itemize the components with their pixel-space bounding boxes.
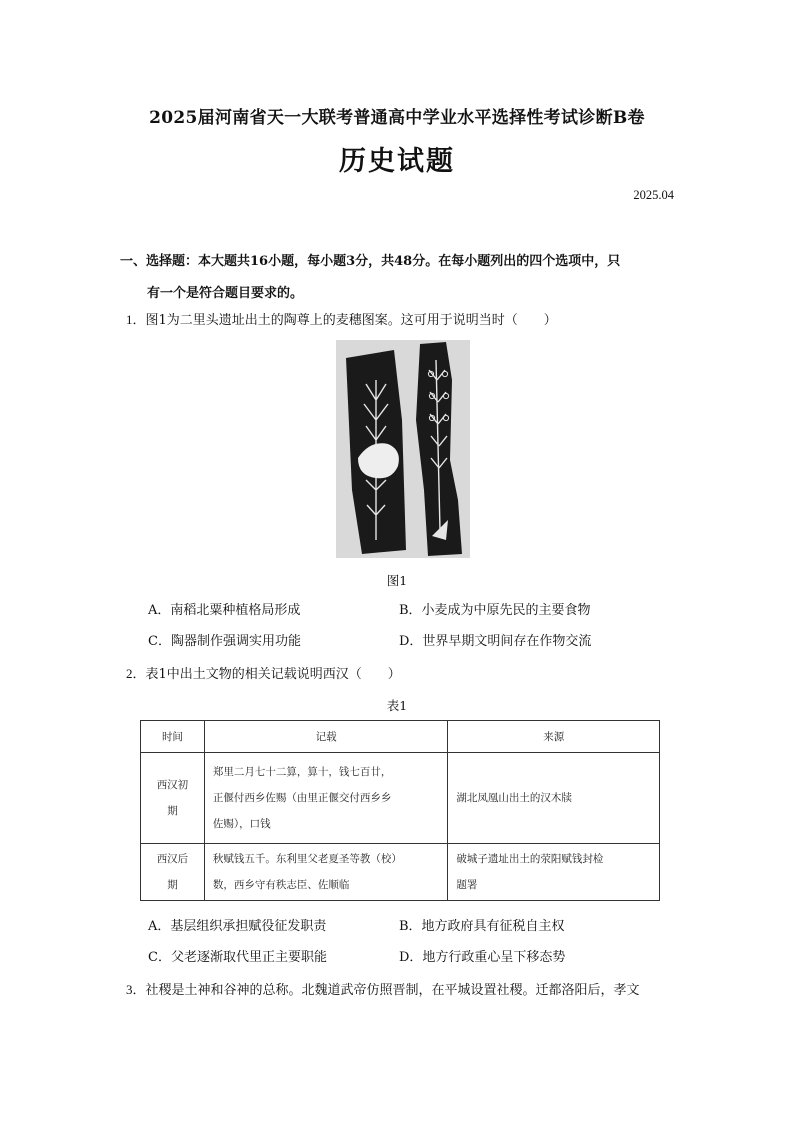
table-cell-time [141, 844, 205, 901]
exam-date: 2025.04 [633, 188, 674, 202]
cell-line: 西汉后 [156, 853, 189, 865]
table-1 [140, 720, 660, 901]
cell-line: 期 [167, 805, 178, 817]
section-heading-line1: 一、选择题：本大题共16小题，每小题3分，共48分。在每小题列出的四个选项中，只 [120, 254, 621, 269]
cell-line: 期 [167, 879, 178, 891]
table-header-record: 记载 [204, 721, 448, 753]
question-3-number: 3． [126, 982, 146, 997]
q1-option-d[interactable]: D．世界早期文明间存在作物交流 [399, 634, 592, 649]
question-1-stem [126, 310, 686, 331]
cell-line: 湖北凤凰山出土的汉木牍 [456, 792, 572, 804]
q2-option-b[interactable]: B．地方政府具有征税自主权 [399, 919, 565, 934]
q2-option-a[interactable]: A．基层组织承担赋役征发职责 [148, 919, 327, 934]
cell-line: 破城子遗址出土的荥阳赋钱封检 [456, 853, 604, 865]
table-header-source: 来源 [448, 721, 660, 753]
question-3-stem [126, 980, 686, 1001]
cell-line: 秋赋钱五千。东利里父老夏圣等教（校） [212, 853, 402, 865]
q1-option-c[interactable]: C．陶器制作强调实用功能 [148, 634, 301, 649]
table-row [141, 844, 660, 901]
table-header-time: 时间 [141, 721, 205, 753]
q2-option-c[interactable]: C．父老逐渐取代里正主要职能 [148, 950, 327, 965]
subject-title: 历史试题 [339, 146, 455, 177]
question-2-stem [126, 664, 686, 685]
question-3-text: 社稷是土神和谷神的总称。北魏道武帝仿照晋制，在平城设置社稷。迁都洛阳后，孝文 [145, 983, 640, 998]
cell-line: 题署 [456, 879, 478, 891]
table-row [141, 753, 660, 844]
wheat-rubbing-illustration [336, 340, 470, 558]
table-cell-record [204, 844, 448, 901]
figure-1-caption: 图1 [386, 573, 408, 588]
table-cell-source [448, 753, 660, 844]
table-1-caption: 表1 [386, 698, 408, 713]
question-2-number: 2． [126, 666, 146, 681]
q1-option-a[interactable]: A．南稻北粟种植格局形成 [148, 603, 301, 618]
table-cell-source [448, 844, 660, 901]
cell-line: 郑里二月七十二算，算十，钱七百廿， [212, 766, 392, 778]
figure-1-wheat-pattern-image [336, 340, 470, 558]
q1-option-b[interactable]: B．小麦成为中原先民的主要食物 [399, 603, 591, 618]
question-1-number: 1． [126, 312, 146, 327]
section-heading-line2: 有一个是符合题目要求的。 [147, 286, 304, 301]
cell-line: 佐赐），口钱 [212, 818, 271, 830]
cell-line: 正偃付西乡佐赐（由里正偃交付西乡乡 [212, 792, 392, 804]
question-1-text: 图1为二里头遗址出土的陶尊上的麦穗图案。这可用于说明当时（ ） [145, 313, 557, 328]
cell-line: 数，西乡守有秩志臣、佐顺临 [212, 879, 350, 891]
table-cell-time [141, 753, 205, 844]
table-cell-record [204, 753, 448, 844]
exam-title: 2025届河南省天一大联考普通高中学业水平选择性考试诊断B卷 [149, 108, 645, 128]
q2-option-d[interactable]: D．地方行政重心呈下移态势 [399, 950, 566, 965]
question-2-text: 表1中出土文物的相关记载说明西汉（ ） [145, 667, 401, 682]
cell-line: 西汉初 [156, 779, 189, 791]
table-header-row [141, 721, 660, 753]
section-heading [120, 246, 676, 310]
